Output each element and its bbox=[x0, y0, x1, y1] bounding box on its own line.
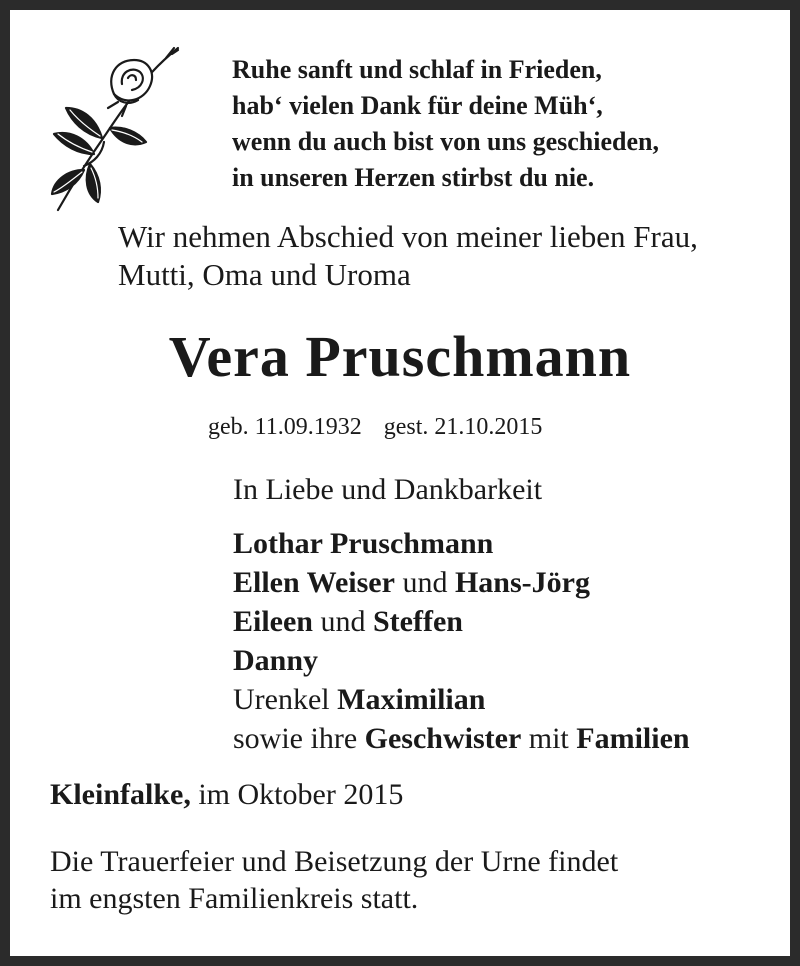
place-town: Kleinfalke, bbox=[50, 778, 191, 811]
notice-line: im engsten Familienkreis statt. bbox=[50, 882, 419, 915]
mourners-list bbox=[233, 524, 690, 758]
notice-line: Die Trauerfeier und Beisetzung der Urne findet bbox=[50, 845, 619, 878]
mourner-line bbox=[233, 719, 690, 758]
poem-line: hab‘ vielen Dank für deine Müh‘, bbox=[232, 91, 603, 120]
love-line: In Liebe und Dankbarkeit bbox=[233, 473, 543, 506]
mourner-name: Hans-Jörg bbox=[454, 566, 590, 599]
place-month: im Oktober 2015 bbox=[198, 778, 404, 811]
birth-date: geb. 11.09.1932 bbox=[208, 414, 362, 440]
mourner-joiner: mit bbox=[528, 722, 569, 755]
mourner-line bbox=[233, 563, 690, 602]
mourner-line bbox=[233, 524, 690, 563]
mourner-joiner: und bbox=[402, 566, 448, 599]
intro-line: Mutti, Oma und Uroma bbox=[118, 257, 411, 292]
mourner-line bbox=[233, 602, 690, 641]
place-date bbox=[50, 776, 403, 814]
mourner-name: Danny bbox=[233, 644, 319, 677]
mourner-name: Geschwister bbox=[364, 722, 522, 755]
mourner-line bbox=[233, 641, 690, 680]
life-dates bbox=[208, 412, 542, 442]
death-date: gest. 21.10.2015 bbox=[383, 414, 543, 440]
poem bbox=[232, 52, 659, 196]
mourner-name: Steffen bbox=[373, 605, 463, 638]
poem-line: wenn du auch bist von uns geschieden, bbox=[232, 127, 659, 156]
mourner-prefix: Urenkel bbox=[233, 683, 330, 716]
mourner-name: Familien bbox=[576, 722, 690, 755]
mourner-name: Maximilian bbox=[337, 683, 486, 716]
funeral-notice bbox=[50, 843, 618, 917]
intro-line: Wir nehmen Abschied von meiner lieben Frau, bbox=[118, 219, 698, 254]
mourner-line bbox=[233, 680, 690, 719]
deceased-name: Vera Pruschmann bbox=[168, 324, 632, 389]
poem-line: Ruhe sanft und schlaf in Frieden, bbox=[232, 55, 602, 84]
intro-text bbox=[118, 218, 698, 294]
mourner-name: Eileen bbox=[233, 605, 313, 638]
rose-icon bbox=[44, 42, 184, 214]
mourner-joiner: und bbox=[320, 605, 366, 638]
mourner-name: Lothar Pruschmann bbox=[233, 527, 494, 560]
mourner-name: Ellen Weiser bbox=[233, 566, 395, 599]
poem-line: in unseren Herzen stirbst du nie. bbox=[232, 163, 595, 192]
mourner-prefix: sowie ihre bbox=[233, 722, 358, 755]
